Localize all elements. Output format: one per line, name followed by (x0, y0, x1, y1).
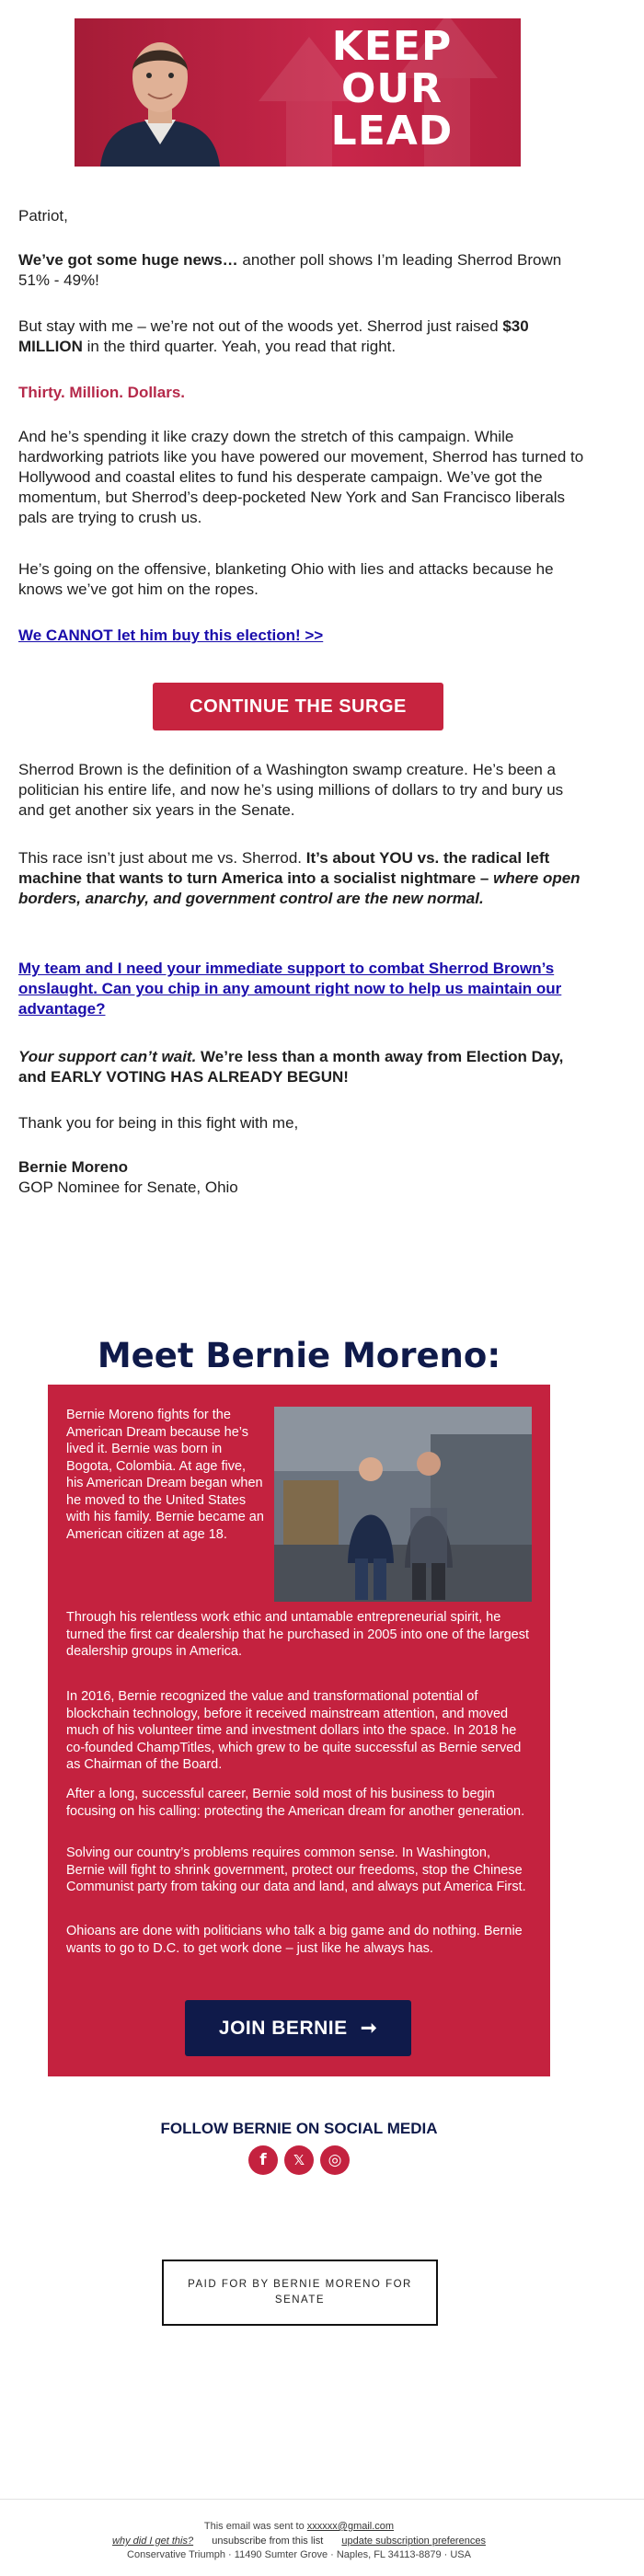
poll-bold-text: We’ve got some huge news… (18, 251, 238, 269)
paragraph-urgency (18, 1047, 589, 1087)
banner-headline-line: LEAD (330, 108, 454, 155)
poll-text: another poll shows I’m leading Sherrod Brown 51% - 49%! (18, 251, 562, 289)
why-did-i-get-this-link[interactable]: why did I get this? (112, 2536, 194, 2547)
paragraph-poll (18, 250, 589, 291)
join-bernie-label: JOIN BERNIE (218, 2018, 348, 2039)
donate-link-chip-in[interactable]: My team and I need your immediate support to combat Sherrod Brown’s onslaught. Can you chip in any amount right now to help us maintain our advantage? (18, 960, 562, 1018)
urgency-bold-text: We’re less than a month away from Election Day, and EARLY VOTING HAS ALREADY BEGUN! (18, 1048, 564, 1086)
paragraph-spending: And he’s spending it like crazy down the stretch of this campaign. While hardworking patriots like you have powered our movement, Sherrod has turned to Hollywood and coastal elites to fund his desperate campaign. We’ve got the momentum, but Sherrod’s deep-pocketed New York and San Francisco liberals pals are trying to crush us. (18, 428, 584, 526)
fundraising-text-end: in the third quarter. Yeah, you read that right. (82, 338, 397, 355)
meet-bernie-heading: Meet Bernie Moreno: (97, 1336, 501, 1375)
banner-headline-line: KEEP (331, 23, 453, 70)
factory-photo-illustration (274, 1407, 532, 1602)
update-preferences-link[interactable]: update subscription preferences (341, 2536, 486, 2547)
donate-link-buy-election[interactable]: We CANNOT let him buy this election! >> (18, 627, 324, 644)
urgency-italic-text: Your support can’t wait. (18, 1048, 197, 1065)
bio-paragraph-1: Bernie Moreno fights for the American Dream because he’s lived it. Bernie was born in Bogota, Colombia. At age five, his American Dream began when he moved to the United States with his family. Bernie became an American citizen at age 18. (66, 1408, 264, 1542)
banner-headline-line: OUR (340, 65, 443, 112)
header-banner[interactable] (75, 18, 521, 167)
race-bold-text: It’s about YOU vs. the radical left machine that wants to turn America into a socialist nightmare – (18, 849, 550, 887)
x-twitter-icon[interactable]: 𝕏 (284, 2145, 314, 2175)
arrow-right-icon: ➞ (360, 2018, 378, 2039)
race-text: This race isn’t just about me vs. Sherrod. (18, 849, 306, 867)
footer-address: Conservative Triumph · 11490 Sumter Grove · Naples, FL 34113-8879 · USA (127, 2549, 471, 2560)
join-bernie-button[interactable] (185, 2000, 411, 2056)
paragraph-swamp: Sherrod Brown is the definition of a Washington swamp creature. He’s been a politician his entire life, and now he’s using millions of dollars to try and bury us and get another six years in the Senate. (18, 761, 564, 819)
fundraising-text: But stay with me – we’re not out of the woods yet. Sherrod just raised (18, 317, 503, 335)
bernie-factory-photo (274, 1407, 532, 1602)
candidate-portrait (91, 29, 229, 167)
bio-section (48, 1385, 550, 2076)
bio-paragraph-5: Solving our country’s problems requires common sense. In Washington, Bernie will fight to shrink government, protect our freedoms, stop the Chinese Communist party from taking our data and land, and always put America First. (66, 1846, 526, 1894)
paragraph-fundraising (18, 316, 589, 357)
greeting: Patriot, (18, 207, 68, 224)
bio-paragraph-3: In 2016, Bernie recognized the value and transformational potential of blockchain technology, before it received mainstream attention, and moved much of his volunteer time and investment dollars into the space. In 2018 he co-founded ChampTitles, which grew to be quite successful as Bernie served as Chairman of the Board. (66, 1689, 522, 1772)
paid-for-text: PAID FOR BY BERNIE MORENO FOR SENATE (188, 2279, 412, 2306)
banner-headline (272, 23, 512, 155)
recipient-email-link[interactable]: xxxxxx@gmail.com (306, 2521, 395, 2532)
footer-sent-to (0, 2521, 598, 2532)
facebook-icon[interactable]: f (248, 2145, 278, 2175)
bio-paragraph-2: Through his relentless work ethic and untamable entrepreneurial spirit, he turned the first car dealership that he purchased in 2005 into one of the largest dealership groups in America. (66, 1610, 529, 1659)
signature-title: GOP Nominee for Senate, Ohio (18, 1179, 238, 1196)
thirty-million-callout: Thirty. Million. Dollars. (18, 384, 186, 401)
paid-for-disclaimer (162, 2260, 438, 2326)
race-italic-text: where open borders, anarchy, and government control are the new normal. (18, 869, 581, 907)
sent-to-prefix: This email was sent to (203, 2521, 307, 2532)
continue-the-surge-button[interactable]: CONTINUE THE SURGE (153, 683, 443, 730)
instagram-icon[interactable]: ◎ (320, 2145, 350, 2175)
signature-name: Bernie Moreno (18, 1158, 129, 1176)
bio-paragraph-6: Ohioans are done with politicians who talk a big game and do nothing. Bernie wants to go to D.C. to get work done – just like he always has. (66, 1924, 523, 1956)
paragraph-offensive: He’s going on the offensive, blanketing Ohio with lies and attacks because he knows we’ve got him on the ropes. (18, 560, 554, 598)
thank-you-line: Thank you for being in this fight with me, (18, 1114, 299, 1132)
follow-social-heading: FOLLOW BERNIE ON SOCIAL MEDIA (160, 2120, 438, 2137)
bio-paragraph-4: After a long, successful career, Bernie sold most of his business to begin focusing on his calling: protecting the American dream for another generation. (66, 1787, 525, 1819)
unsubscribe-link[interactable]: unsubscribe from this list (212, 2536, 324, 2547)
footer-links (0, 2536, 598, 2547)
paragraph-race (18, 848, 589, 909)
fundraising-amount: $30 MILLION (18, 317, 529, 355)
footer-divider (0, 2499, 644, 2500)
